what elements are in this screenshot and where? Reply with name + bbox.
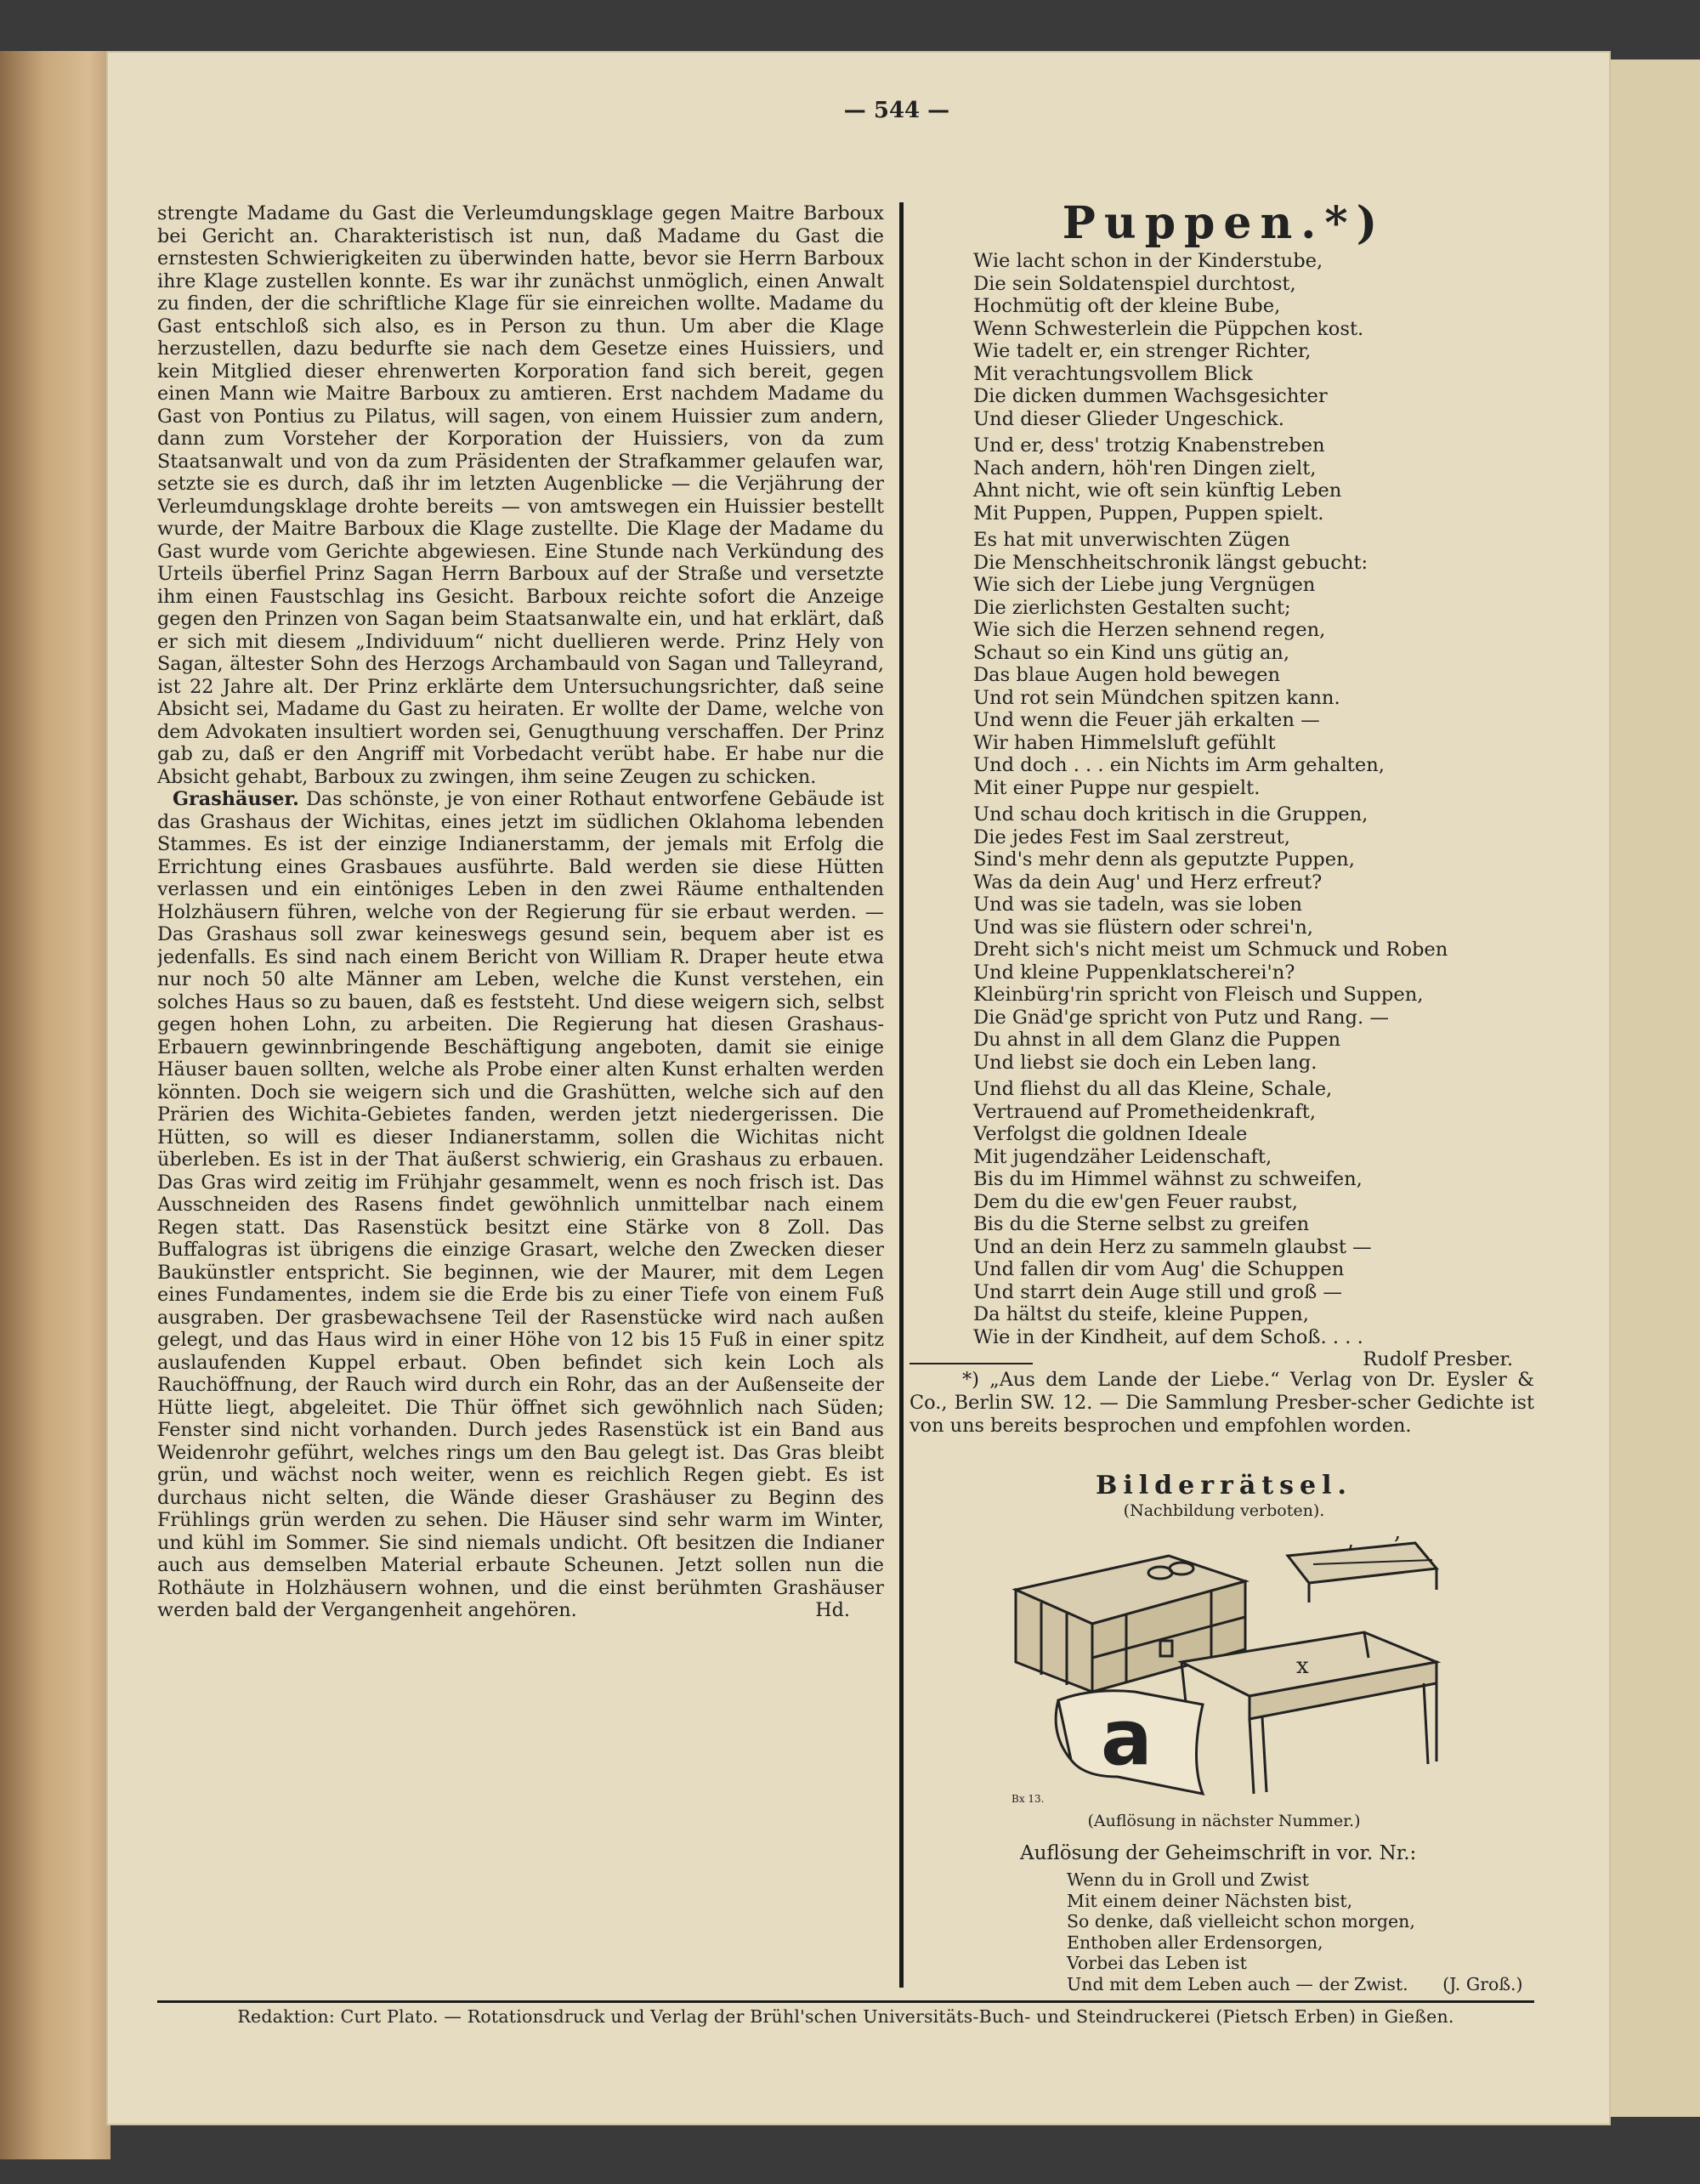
poem-line: Vertrauend auf Prometheidenkraft, bbox=[973, 1100, 1317, 1123]
poem-line: Und rot sein Mündchen spitzen kann. bbox=[973, 686, 1340, 709]
poem-line: Das blaue Augen hold bewegen bbox=[973, 664, 1281, 686]
poem-line: Und doch . . . ein Nichts im Arm gehalten, bbox=[973, 754, 1385, 776]
poem-line: Da hältst du steife, kleine Puppen, bbox=[973, 1303, 1309, 1325]
poem-line: Und er, dess' trotzig Knabenstreben bbox=[973, 434, 1325, 457]
poem-line: Bis du im Himmel wähnst zu schweifen, bbox=[973, 1168, 1363, 1190]
poem-line: Und schau doch kritisch in die Gruppen, bbox=[973, 803, 1368, 825]
rebus-illustration bbox=[1007, 1522, 1441, 1807]
poem-line: Mit einer Puppe nur gespielt. bbox=[973, 776, 1261, 799]
x-mark: x bbox=[1296, 1654, 1309, 1679]
poem-line: Wie tadelt er, ein strenger Richter, bbox=[973, 340, 1312, 362]
stanza bbox=[973, 434, 1551, 525]
poem-line: Und was sie flüstern oder schrei'n, bbox=[973, 916, 1313, 939]
poem-line: Verfolgst die goldnen Ideale bbox=[973, 1123, 1248, 1145]
poem-line: Und fallen dir vom Aug' die Schuppen bbox=[973, 1258, 1345, 1280]
page-number: — 544 — bbox=[843, 98, 950, 123]
section-signature: Hd. bbox=[815, 1599, 850, 1621]
poem-line: Die zierlichsten Gestalten sucht; bbox=[973, 596, 1291, 619]
comma-mark: , bbox=[1347, 1528, 1355, 1553]
poem-line: Und kleine Puppenklatscherei'n? bbox=[973, 961, 1295, 984]
book-page-edges bbox=[0, 51, 110, 2159]
poem-line: Und was sie tadeln, was sie loben bbox=[973, 893, 1302, 916]
poem-line: Die Gnäd'ge spricht von Putz und Rang. — bbox=[973, 1006, 1389, 1029]
stanza bbox=[973, 529, 1551, 799]
engraver-mark: Bx 13. bbox=[1012, 1793, 1045, 1805]
stanza bbox=[973, 803, 1551, 1074]
footnote: *) „Aus dem Lande der Liebe.“ Verlag von Dr. Eysler & Co., Berlin SW. 12. — Die Sammlung Presber-scher Gedichte ist von uns bereits besprochen und empfohlen worden. bbox=[910, 1369, 1534, 1437]
poem-line: Die Menschheitschronik längst gebucht: bbox=[973, 551, 1368, 574]
grashaeuser-article bbox=[157, 788, 884, 1622]
solution-author: (J. Groß.) bbox=[1442, 1973, 1523, 1994]
solution-line bbox=[1067, 1974, 1543, 1995]
poem-line: Mit jugendzäher Leidenschaft, bbox=[973, 1145, 1272, 1168]
left-column bbox=[157, 202, 884, 1996]
poem-line: Wie sich die Herzen sehnend regen, bbox=[973, 619, 1326, 641]
poem-line: Wir haben Himmelsluft gefühlt bbox=[973, 731, 1276, 754]
solution-verse bbox=[1067, 1869, 1543, 1994]
section-body: Das schönste, je von einer Rothaut entworfene Gebäude ist das Grashaus der Wichitas, eines jetzt im südlichen Oklahoma lebenden Stammes. Es ist der einzige Indianerstamm, der jemals mit Erfolg die Errichtung eines Grasbaues ausführte. Bald werden sie diese Hütten verlassen und ein eintöniges Leben in den zwei Räume enthaltenden Holzhäusern führen, welche von der Regierung für sie erbaut werden. — Das Grashaus soll zwar keineswegs gesund sein, bequem aber ist es jedenfalls. Es sind nach einem Bericht von William R. Draper heute etwa nur noch 50 alte Männer am Leben, welche die Kunst verstehen, ein solches Haus so zu bauen, daß es feststeht. Und diese weigern sich, selbst gegen hohen Lohn, zu arbeiten. Die Regierung hat diesen Grashaus-Erbauern gewinnbringende Beschäftigung angeboten, damit sie einige Häuser bauen sollten, welche als Probe einer alten Kunst erhalten werden könnten. Doch sie weigern sich und die Grashütten, welche sich auf den Prärien des Wichita-Gebietes fanden, werden jetzt niedergerissen. Die Hütten, so will es dieser Indianerstamm, sollen die Wichitas nicht überleben. Es ist in der That äußerst schwierig, ein Grashaus zu erbauen. Das Gras wird zeitig im Frühjahr gesammelt, wenn es noch frisch ist. Das Ausschneiden des Rasens findet gewöhnlich unmittelbar nach einem Regen statt. Das Rasenstück besitzt eine Stärke von 8 Zoll. Das Buffalogras ist übrigens die einzige Grasart, welche den Zwecken dieser Baukünstler entspricht. Sie beginnen, wie der Maurer, mit dem Legen eines Fundamentes, indem sie die Erde bis zu einer Tiefe von einem Fuß ausgraben. Der grasbewachsene Teil der Rasenstücke wird nach außen gelegt, und das Haus wird in einer Höhe von 12 bis 15 Fuß in einer spitz auslaufenden Kuppel erbaut. Oben befindet sich kein Loch als Rauchöffnung, der Rauch wird durch ein Rohr, das an der Außenseite der Hütte liegt, abgeleitet. Die Thür öffnet sich gewöhnlich nach Süden; Fenster sind nicht vorhanden. Durch jedes Rasenstück ist ein Band aus Weidenrohr geführt, welches rings um den Bau gelegt ist. Das Gras bleibt grün, und wächst noch weiter, wenn es reichlich Regen giebt. Es ist durchaus nicht selten, die Wände dieser Grashäuser zu Beginn des Frühlings grün werden zu sehen. Die Häuser sind sehr warm im Winter, und kühl im Sommer. Sie sind niemals undicht. Oft besitzen die Indianer auch aus demselben Material erbaute Scheunen. Jetzt sollen nun die Rothäute in Holzhäusern wohnen, und die einst berühmten Grashäuser werden bald der Vergangenheit angehören. bbox=[157, 788, 884, 1621]
solution-line: Enthoben aller Erdensorgen, bbox=[1067, 1932, 1323, 1953]
stanza bbox=[973, 250, 1551, 430]
poem-line: Kleinbürg'rin spricht von Fleisch und Suppen, bbox=[973, 984, 1424, 1006]
poem-line: Mit Puppen, Puppen, Puppen spielt. bbox=[973, 502, 1324, 525]
poem-line: Es hat mit unverwischten Zügen bbox=[973, 529, 1290, 551]
poem-line: Dreht sich's nicht meist um Schmuck und Roben bbox=[973, 939, 1448, 961]
solution-line: Wenn du in Groll und Zwist bbox=[1067, 1869, 1309, 1890]
imprint-rule bbox=[157, 2000, 1534, 2003]
solution-line: Mit einem deiner Nächsten bist, bbox=[1067, 1890, 1353, 1911]
poem-line: Und dieser Glieder Ungeschick. bbox=[973, 407, 1284, 430]
poem-line: Die sein Soldatenspiel durchtost, bbox=[973, 272, 1296, 295]
poem-line: Bis du die Sterne selbst zu greifen bbox=[973, 1213, 1310, 1235]
poem-author: Rudolf Presber. bbox=[1363, 1348, 1513, 1370]
poem-line: Und fliehst du all das Kleine, Schale, bbox=[973, 1078, 1333, 1100]
poem-line: Und an dein Herz zu sammeln glaubst — bbox=[973, 1235, 1372, 1258]
poem-line: Du ahnst in all dem Glanz die Puppen bbox=[973, 1029, 1341, 1051]
comma-mark-2: , bbox=[1394, 1522, 1402, 1545]
poem-line: Dem du die ew'gen Feuer raubst, bbox=[973, 1190, 1298, 1213]
puzzle-title: Bilderrätsel. bbox=[1096, 1471, 1352, 1500]
poem-line: Wenn Schwesterlein die Püppchen kost. bbox=[973, 317, 1364, 340]
poem-title: Puppen.*) bbox=[1062, 197, 1386, 249]
imprint: Redaktion: Curt Plato. — Rotationsdruck und Verlag der Brühl'schen Universitäts-Buch- und Steindruckerei (Pietsch Erben) in Gießen. bbox=[237, 2006, 1454, 2027]
poem-line: Sind's mehr denn als geputzte Puppen, bbox=[973, 848, 1355, 871]
puzzle-caption: (Auflösung in nächster Nummer.) bbox=[1087, 1812, 1361, 1830]
poem-line: Und wenn die Feuer jäh erkalten — bbox=[973, 709, 1320, 731]
article-continuation: strengte Madame du Gast die Verleumdungsklage gegen Maitre Barboux bei Gericht an. Charakteristisch ist nun, daß Madame du Gast die ernstesten Schwierigkeiten zu überwinden hatte, bevor sie Herrn Barboux ihre Klage zustellen konnte. Es war ihr zunächst unmöglich, einen Anwalt zu finden, der die schriftliche Klage für sie einreichen wollte. Madame du Gast entschloß sich also, es in Person zu thun. Um aber die Klage herzustellen, dazu bedurfte sie nach dem Gesetze eines Huissiers, und kein Mitglied dieser ehrenwerten Korporation fand sich bereit, gegen einen Mann wie Maitre Barboux zu amtieren. Erst nachdem Madame du Gast von Pontius zu Pilatus, will sagen, von einem Huissier zum andern, dann zum Vorsteher der Korporation der Huissiers, von da zum Staatsanwalt und von da zum Präsidenten der Strafkammer gelaufen war, setzte sie es durch, daß ihr im letzten Augenblicke — die Verjährung der Verleumdungsklage drohte bereits — von amtswegen ein Huissier bestellt wurde, der Maitre Barboux die Klage zustellte. Die Klage der Madame du Gast wurde vom Gerichte abgewiesen. Eine Stunde nach Verkündung des Urteils überfiel Prinz Sagan Herrn Barboux auf der Straße und versetzte ihm einen Faustschlag ins Gesicht. Barboux reichte sofort die Anzeige gegen den Prinzen von Sagan beim Staatsanwalte ein, und hat erklärt, daß er sich mit diesem „Individuum“ nicht duellieren werde. Prinz Hely von Sagan, ältester Sohn des Herzogs Archambauld von Sagan und Talleyrand, ist 22 Jahre alt. Der Prinz erklärte dem Untersuchungsrichter, daß seine Absicht sei, Madame du Gast zu heiraten. Er wollte der Dame, welche von dem Advokaten insultiert worden sei, Genugthuung verschaffen. Der Prinz gab zu, daß er den Angriff mit Vorbedacht verübt habe. Er habe nur die Absicht gehabt, Barboux zu zwingen, ihm seine Zeugen zu schicken. bbox=[157, 202, 884, 788]
puzzle-subtitle: (Nachbildung verboten). bbox=[1123, 1501, 1325, 1520]
poem-line: Nach andern, höh'ren Dingen zielt, bbox=[973, 457, 1317, 479]
poem-line: Und liebst sie doch ein Leben lang. bbox=[973, 1051, 1318, 1074]
poem-line: Die dicken dummen Wachsgesichter bbox=[973, 385, 1328, 407]
poem-line: Was da dein Aug' und Herz erfreut? bbox=[973, 871, 1323, 893]
solution-line: Vorbei das Leben ist bbox=[1067, 1953, 1247, 1973]
stanza bbox=[973, 1078, 1551, 1348]
poem-line: Wie in der Kindheit, auf dem Schoß. . . . bbox=[973, 1325, 1363, 1348]
solution-line-text: Und mit dem Leben auch — der Zwist. bbox=[1067, 1973, 1408, 1994]
poem-line: Hochmütig oft der kleine Bube, bbox=[973, 295, 1281, 317]
column-divider bbox=[899, 202, 904, 1988]
solution-line: So denke, daß vielleicht schon morgen, bbox=[1067, 1911, 1415, 1932]
poem bbox=[973, 250, 1551, 1371]
poem-line: Wie sich der Liebe jung Vergnügen bbox=[973, 574, 1316, 596]
next-page-edge bbox=[1611, 60, 1700, 2117]
poem-line: Mit verachtungsvollem Blick bbox=[973, 362, 1253, 385]
footnote-rule bbox=[910, 1363, 1033, 1364]
solution-title: Auflösung der Geheimschrift in vor. Nr.: bbox=[1020, 1842, 1417, 1864]
section-heading: Grashäuser. bbox=[173, 788, 299, 810]
poem-line: Wie lacht schon in der Kinderstube, bbox=[973, 250, 1323, 272]
poem-line: Ahnt nicht, wie oft sein künftig Leben bbox=[973, 479, 1342, 502]
rebus-letter: a bbox=[1101, 1693, 1153, 1783]
poem-line: Die jedes Fest im Saal zerstreut, bbox=[973, 825, 1290, 848]
poem-line: Und starrt dein Auge still und groß — bbox=[973, 1280, 1342, 1303]
poem-line: Schaut so ein Kind uns gütig an, bbox=[973, 641, 1290, 664]
